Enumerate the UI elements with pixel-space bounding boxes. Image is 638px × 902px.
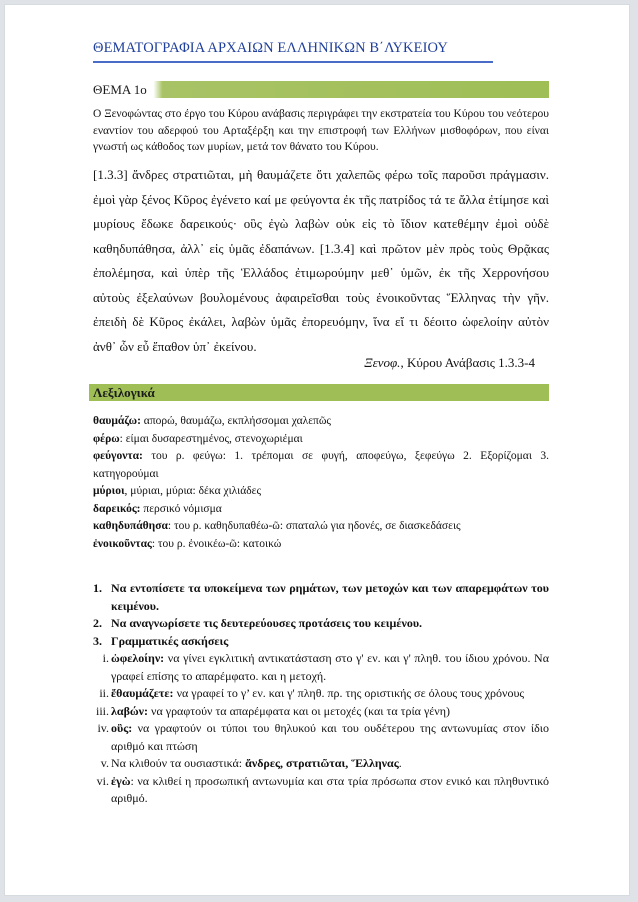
subquestion-number: vi.: [96, 773, 109, 788]
subquestion-text: να γραφτούν τα απαρέμφατα και οι μετοχές (και τα τρία γένη): [148, 703, 451, 718]
vocab-entry: [93, 536, 549, 554]
subquestion-prefix: Να κλιθούν τα ουσιαστικά:: [111, 756, 246, 770]
source-work: , Κύρου Ανάβασις 1.3.3-4: [400, 355, 535, 370]
theme-band: [89, 81, 549, 98]
vocabulary-heading: Λεξιλογικά: [93, 385, 155, 400]
question-text: Να εντοπίσετε τα υποκείμενα των ρημάτων, των μετοχών και των απαρεμφάτων του κειμένου.: [111, 581, 549, 613]
vocab-entry: [93, 448, 549, 483]
subquestion-number: i.: [102, 651, 109, 665]
vocab-definition: : είμαι δυσαρεστημένος, στενοχωριέμαι: [119, 432, 303, 445]
vocab-term: δαρεικός:: [93, 502, 141, 515]
vocab-term: μύριοι: [93, 485, 125, 497]
title-underline: [93, 61, 493, 63]
subquestion-text: .: [398, 756, 402, 770]
vocab-entry: [93, 483, 549, 501]
question-number: 1.: [93, 581, 102, 595]
subquestion-item: [93, 755, 549, 773]
question-text: Να αναγνωρίσετε τις δευτερεύουσες προτάσεις του κειμένου.: [111, 616, 423, 630]
subquestion-text: να γίνει εγκλιτική αντικατάσταση στο γ' εν. και γ' πληθ. του ίδιου χρόνου. Να γραφεί επίσης το απαρέμφατο. και η μετοχή.: [111, 651, 549, 683]
document-page: [4, 4, 630, 896]
subquestion-term: ἐγὼ: [111, 773, 131, 788]
vocab-entry: [93, 518, 549, 536]
question-item: [93, 580, 549, 615]
question-text: Γραμματικές ασκήσεις: [111, 633, 229, 648]
subquestion-number: v.: [100, 756, 109, 770]
ancient-text: [1.3.3] ἄνδρες στρατιῶται, μὴ θαυμάζετε ὅτι χαλεπῶς φέρω τοῖς παροῦσι πράγμασιν. ἐμοὶ γὰρ ξένος Κῦρος ἐγένετο καί με φεύγοντα ἐκ τῆς πατρίδος τά τε ἄλλα ἐτίμησε καὶ μυρίους ἔδωκε δαρεικούς· οὓς ἐγὼ λαβὼν οὐκ εἰς τὸ ἴδιον κατεθέμην ἐμοὶ οὐδὲ καθηδυπάθησα, ἀλλ᾽ εἰς ὑμᾶς ἐδαπάνων. [1.3.4] καὶ πρῶτον μὲν πρὸς τοὺς Θρᾷκας ἐπολέμησα, καὶ ὑπὲρ τῆς Ἑλλάδος ἐτιμωρούμην μεθ᾽ ὑμῶν, ἐκ τῆς Χερρονήσου αὐτοὺς ἐξελαύνων βουλομένους ἀφαιρεῖσθαι τοὺς ἐνοικοῦντας Ἕλληνας τὴν γῆν. ἐπειδὴ δὲ Κῦρος ἐκάλει, λαβὼν ὑμᾶς ἐπορευόμην, ἵνα εἴ τι δέοιτο ὠφελοίην αὐτὸν ἀνθ᾽ ὧν εὖ ἔπαθον ὑπ᾽ ἐκείνου.: [93, 167, 549, 354]
subquestion-number: iii.: [95, 703, 109, 718]
vocab-entry: [93, 413, 549, 431]
source-author: Ξενοφ.: [364, 355, 401, 370]
subquestion-text: : να κλιθεί η προσωπική αντωνυμία και στα τρία πρόσωπα στον ενικό και πληθυντικό αριθμό.: [111, 773, 549, 805]
vocab-definition: περσικό νόμισμα: [140, 502, 222, 515]
vocab-definition: , μύριαι, μύρια: δέκα χιλιάδες: [124, 485, 262, 497]
subquestion-term: ἔθαυμάζετε:: [111, 686, 174, 700]
vocab-definition: : του ρ. ἐνοικέω-ῶ: κατοικώ: [151, 537, 282, 550]
question-list: [93, 580, 549, 808]
vocab-entry: [93, 501, 549, 519]
vocabulary-list: [93, 413, 549, 553]
source-citation: [364, 355, 535, 371]
vocab-entry: [93, 431, 549, 449]
subquestion-number: ii.: [99, 686, 109, 700]
vocab-definition: του ρ. φεύγω: 1. τρέπομαι σε φυγή, αποφεύγω, ξεφεύγω 2. Εξορίζομαι 3. κατηγορούμαι: [93, 450, 549, 480]
subquestion-item: [93, 720, 549, 755]
subquestion-item: [93, 703, 549, 721]
vocab-term: φέρω: [93, 432, 120, 445]
question-number: 2.: [93, 616, 102, 630]
vocab-definition: : του ρ. καθηδυπαθέω-ῶ: σπαταλώ για ηδονές, σε διασκεδάσεις: [167, 520, 461, 532]
question-item: [93, 633, 549, 651]
subquestion-text: να γραφτούν οι τύποι του θηλυκού και του ουδέτερου της αντωνυμίας στον ίδιο αριθμό και πτώση: [111, 721, 549, 753]
vocab-term: καθηδυπάθησα: [93, 520, 168, 532]
vocab-term: ἐνοικοῦντας: [93, 537, 152, 550]
vocab-term: φεύγοντα:: [93, 450, 143, 462]
intro-paragraph: Ο Ξενοφώντας στο έργο του Κύρου ανάβασις περιγράφει την εκστρατεία του Κύρου του νεότερου εναντίον του αδερφού του Αρταξέρξη και την επιστροφή των Ελλήνων μισθοφόρων, που είναι γνωστή ως κάθοδος των μυρίων, μετά τον θάνατο του Κύρου.: [93, 108, 549, 153]
document-title: ΘΕΜΑΤΟΓΡΑΦΙΑ ΑΡΧΑΙΩΝ ΕΛΛΗΝΙΚΩΝ Β΄ΛΥΚΕΙΟΥ: [93, 40, 448, 56]
subquestion-item: [93, 773, 549, 808]
subquestion-term: ἄνδρες, στρατιῶται, Ἕλληνας: [245, 756, 399, 770]
subquestion-item: [93, 685, 549, 703]
vocab-term: θαυμάζω:: [93, 415, 141, 427]
subquestion-term: λαβών:: [111, 703, 149, 718]
subquestion-term: ὠφελοίην:: [111, 651, 165, 665]
question-number: 3.: [93, 633, 102, 648]
subquestion-term: οὓς:: [111, 721, 133, 735]
vocab-definition: απορώ, θαυμάζω, εκπλήσσομαι χαλεπῶς: [140, 415, 331, 427]
subquestion-number: iv.: [97, 721, 109, 735]
vocabulary-band: [89, 384, 549, 401]
theme-label: ΘΕΜΑ 1ο: [93, 82, 147, 97]
subquestion-item: [93, 650, 549, 685]
subquestion-text: να γραφεί το γ’ εν. και γ' πληθ. πρ. της οριστικής σε όλους τους χρόνους: [173, 686, 525, 700]
question-item: [93, 615, 549, 633]
